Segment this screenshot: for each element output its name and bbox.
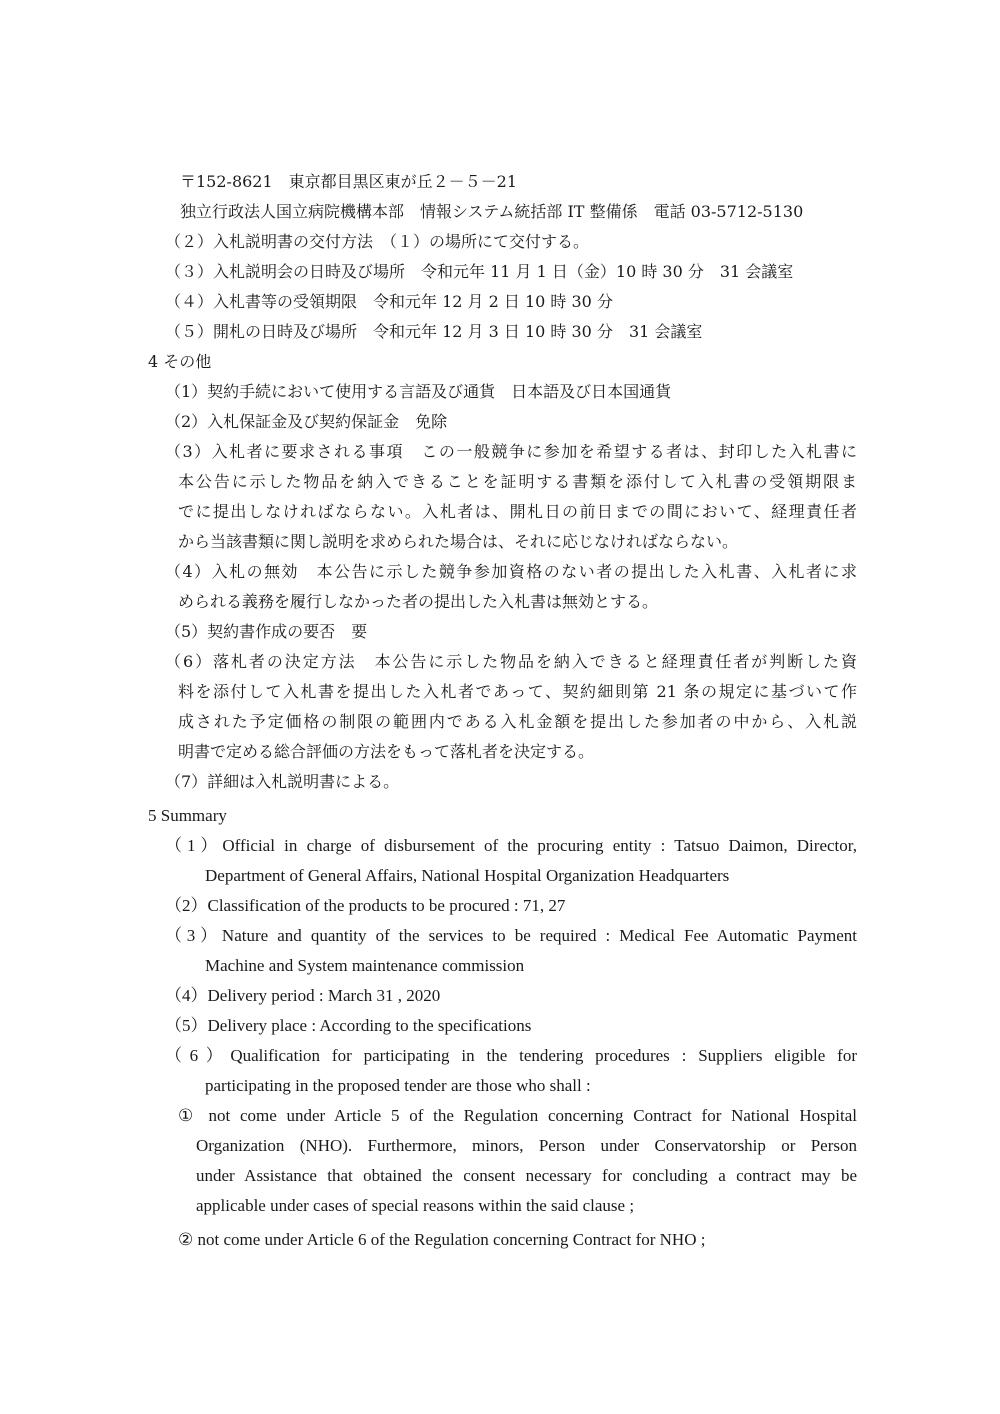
section4-item-4-line-1: （4）入札の無効 本公告に示した競争参加資格のない者の提出した入札書、入札者に求 <box>165 562 857 581</box>
section4-item-6-line-2: 料を添付して入札書を提出した入札者であって、契約細則第 21 条の規定に基づいて作 <box>178 682 857 701</box>
section4-item-7: （7）詳細は入札説明書による。 <box>165 772 400 791</box>
section4-item-4-line-2: められる義務を履行しなかった者の提出した入札書は無効とする。 <box>178 592 659 611</box>
section4-item-2: （2）入札保証金及び契約保証金 免除 <box>165 412 448 431</box>
section5-heading: 5 Summary <box>148 806 227 825</box>
section5-item-3-line-2: Machine and System maintenance commission <box>205 956 525 975</box>
section4-item-5: （5）契約書作成の要否 要 <box>165 622 368 641</box>
section4-item-3-line-1: （3）入札者に要求される事項 この一般競争に参加を希望する者は、封印した入札書に <box>165 442 857 461</box>
section5-item-6-line-1: （6）Qualification for participating in the tendering procedures : Suppliers eligible for <box>165 1046 857 1065</box>
section4-item-3-line-4: から当該書類に関し説明を求められた場合は、それに応じなければならない。 <box>178 532 739 551</box>
section5-subitem-1-line-4: applicable under cases of special reasons within the said clause ; <box>196 1196 635 1215</box>
section5-item-3-line-1: （3）Nature and quantity of the services to be required : Medical Fee Automatic Payment <box>165 926 857 945</box>
section5-item-2: （2）Classification of the products to be procured : 71, 27 <box>165 896 566 915</box>
section4-item-6-line-4: 明書で定める総合評価の方法をもって落札者を決定する。 <box>178 742 595 761</box>
postal-address-line: 〒152-8621 東京都目黒区東が丘２－５－21 <box>180 172 518 191</box>
section5-item-4: （4）Delivery period : March 31 , 2020 <box>165 986 441 1005</box>
section4-heading: 4 その他 <box>148 352 212 371</box>
section5-item-1-line-1: （1）Official in charge of disbursement of the procuring entity : Tatsuo Daimon, Director, <box>165 836 857 855</box>
section3-item-4: （４）入札書等の受領期限 令和元年 12 月 2 日 10 時 30 分 <box>165 292 613 311</box>
section5-item-1-line-2: Department of General Affairs, National Hospital Organization Headquarters <box>205 866 730 885</box>
office-contact-line: 独立行政法人国立病院機構本部 情報システム統括部 IT 整備係 電話 03-5712-5130 <box>180 202 804 221</box>
section4-item-3-line-2: 本公告に示した物品を納入できることを証明する書類を添付して入札書の受領期限ま <box>178 472 857 491</box>
section5-subitem-2: ② not come under Article 6 of the Regulation concerning Contract for NHO ; <box>178 1230 706 1249</box>
section5-item-5: （5）Delivery place : According to the specifications <box>165 1016 532 1035</box>
section4-item-1: （1）契約手続において使用する言語及び通貨 日本語及び日本国通貨 <box>165 382 672 401</box>
section5-subitem-1-line-3: under Assistance that obtained the consent necessary for concluding a contract may be <box>196 1166 857 1185</box>
section3-item-2: （２）入札説明書の交付方法 （１）の場所にて交付する。 <box>165 232 590 251</box>
section3-item-3: （３）入札説明会の日時及び場所 令和元年 11 月 1 日（金）10 時 30 分 31 会議室 <box>165 262 794 281</box>
section4-item-6-line-1: （6）落札者の決定方法 本公告に示した物品を納入できると経理責任者が判断した資 <box>165 652 857 671</box>
section4-item-3-line-3: でに提出しなければならない。入札者は、開札日の前日までの間において、経理責任者 <box>178 502 857 521</box>
section5-subitem-1-line-2: Organization (NHO). Furthermore, minors, Person under Conservatorship or Person <box>196 1136 857 1155</box>
section3-item-5: （５）開札の日時及び場所 令和元年 12 月 3 日 10 時 30 分 31 会議室 <box>165 322 703 341</box>
section4-item-6-line-3: 成された予定価格の制限の範囲内である入札金額を提出した参加者の中から、入札説 <box>178 712 857 731</box>
section5-item-6-line-2: participating in the proposed tender are those who shall : <box>205 1076 591 1095</box>
section5-subitem-1-line-1: ① not come under Article 5 of the Regulation concerning Contract for National Hospital <box>178 1106 857 1125</box>
